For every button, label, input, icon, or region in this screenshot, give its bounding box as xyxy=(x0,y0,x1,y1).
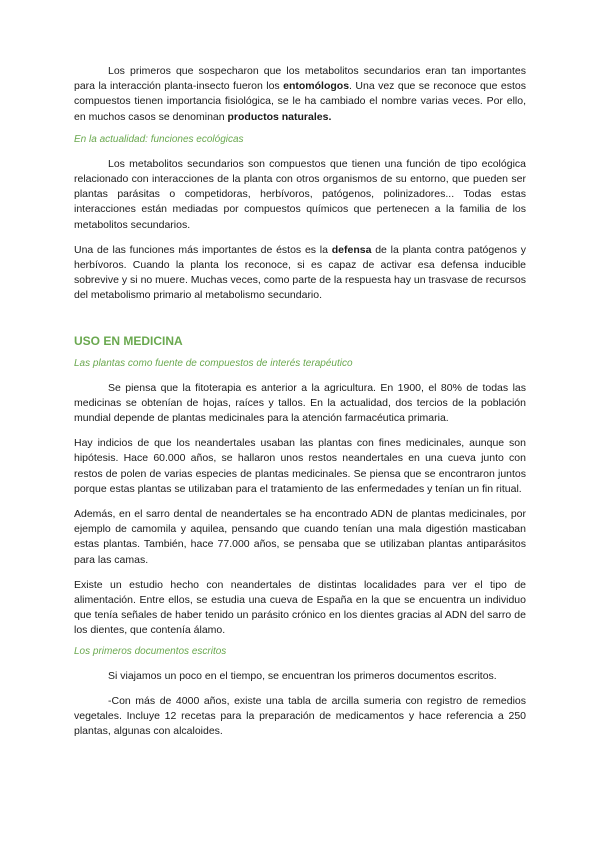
paragraph-tabla-arcilla: -Con más de 4000 años, existe una tabla de arcilla sumeria con registro de remedios vegetales. Incluye 12 recetas para la preparación de medicamentos y hace referencia a 250 plantas, algunas con alcaloides. xyxy=(74,694,526,738)
paragraph-defensa: Una de las funciones más importantes de éstos es la defensa de la planta contra patógenos y herbívoros. Cuando la planta los reconoce, si es capaz de activar esa defensa inducible sobrevive y si no muere. Muchas veces, como parte de la respuesta hay un trasvase de recursos del metabolismo primario al metabolismo secundario. xyxy=(74,243,526,302)
paragraph-entomologists: Los primeros que sospecharon que los metabolitos secundarios eran tan importantes para la interacción planta-insecto fueron los entomólogos. Una vez que se reconoce que estos compuestos tienen importancia fisiológica, se le ha cambiado el nombre varias veces. Por ello, en muchos casos se denominan productos naturales. xyxy=(74,65,526,123)
subheading-compuestos-terapeuticos: Las plantas como fuente de compuestos de interés terapéutico xyxy=(74,357,353,369)
section-heading-uso-en-medicina: USO EN MEDICINA xyxy=(74,333,183,348)
bold-productos-naturales: productos naturales. xyxy=(227,110,332,123)
paragraph-sarro-dental: Además, en el sarro dental de neandertales se ha encontrado ADN de plantas medicinales, por ejemplo de camomila y aquilea, pensando que cuando tenían una mala digestión masticaban estas plantas. También, hace 77.000 años, se pensaba que se utilizaban plantas antiparásitos para las camas. xyxy=(74,508,526,566)
paragraph-metabolitos: Los metabolitos secundarios son compuestos que tienen una función de tipo ecológica relacionado con interacciones de la planta con otros organismos de su entorno, que pueden ser plantas parásitas o competidoras, herbívoros, patógenos, polinizadores... Todas estas interacciones están mediadas por compuestos químicos que pertenecen a la familia de los metabolitos secundarios. xyxy=(74,157,526,231)
document-body xyxy=(74,64,526,740)
subheading-documentos-escritos: Los primeros documentos escritos xyxy=(74,645,227,657)
paragraph-neandertales-indicios: Hay indicios de que los neandertales usaban las plantas con fines medicinales, aunque son hipótesis. Hace 60.000 años, se hallaron unos restos neandertales en una cueva junto con restos de polen de varias especies de plantas medicinales. Se piensa que se encontraron juntos porque estas plantas se utilizaban para el tratamiento de las enfermedades y tenían un fin ritual. xyxy=(74,437,526,495)
bold-defensa: defensa xyxy=(331,243,372,256)
section-spacer xyxy=(74,314,526,334)
subheading-funciones-ecologicas: En la actualidad: funciones ecológicas xyxy=(74,133,244,145)
paragraph-estudio-alimentacion: Existe un estudio hecho con neandertales de distintas localidades para ver el tipo de alimentación. Entre ellos, se estudia una cueva de España en la que se encuentra un individuo que tenía señales de haber tenido un parásito crónico en los dientes gracias al ADN del sarro de los dientes, que contenía álamo. xyxy=(74,578,526,637)
paragraph-viajamos: Si viajamos un poco en el tiempo, se encuentran los primeros documentos escritos. xyxy=(108,669,497,682)
bold-entomologos: entomólogos xyxy=(283,80,350,93)
paragraph-fitoterapia: Se piensa que la fitoterapia es anterior a la agricultura. En 1900, el 80% de todas las medicinas se obtenían de hojas, raíces y tallos. En la actualidad, dos tercios de la población mundial depende de plantas medicinales para la atención farmacéutica primaria. xyxy=(74,381,526,425)
